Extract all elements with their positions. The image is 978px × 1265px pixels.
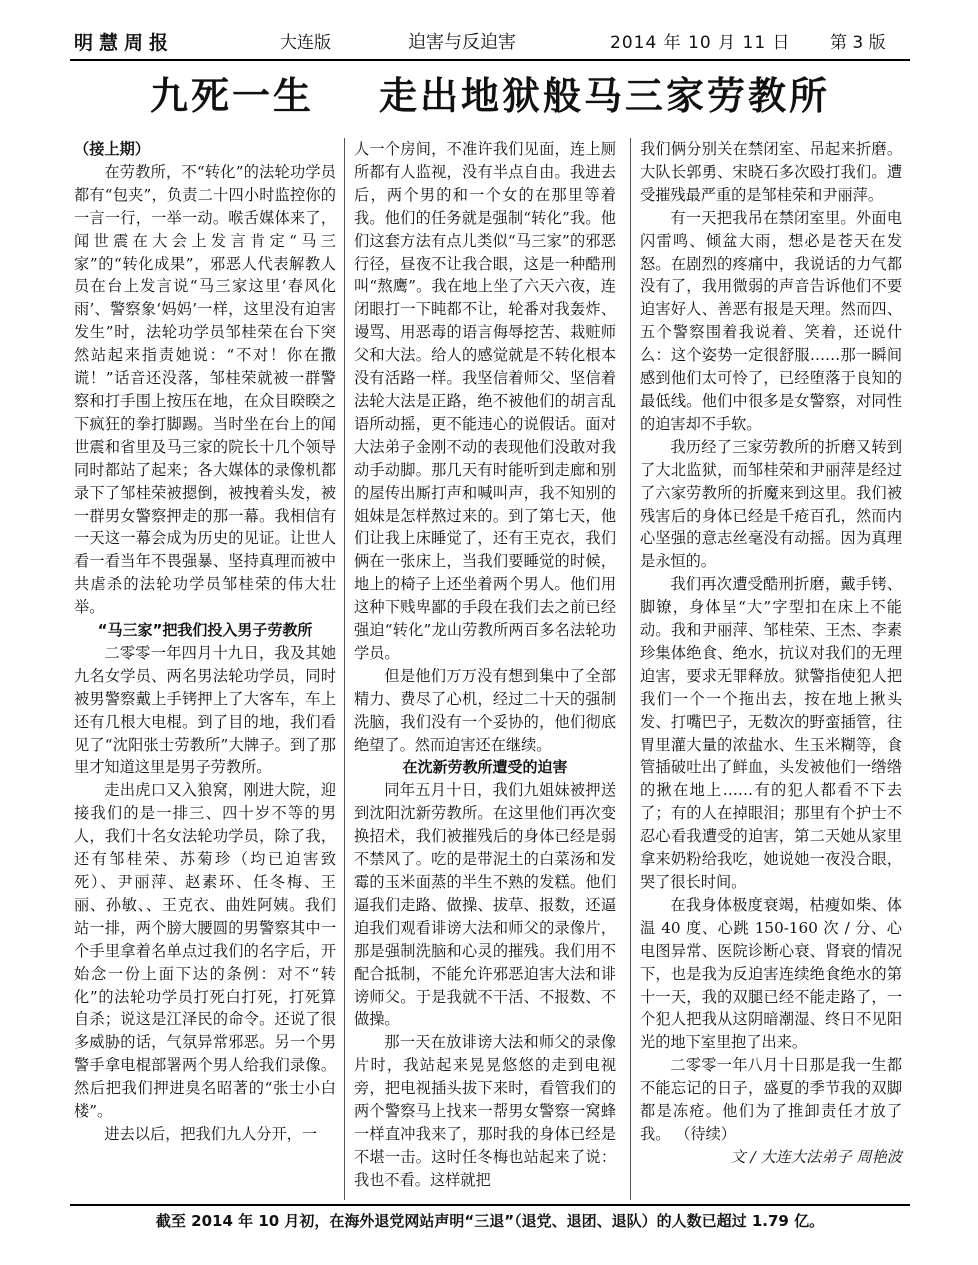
- paragraph: 二零零一年四月十九日，我及其她九名女学员、两名男法轮功学员，同时被男警察戴上手铐押上了大客车，车上还有几根大电棍。到了目的地，我们看见了“沈阳张士劳教所”大牌子。到了那里才知道这里是男子劳教所。: [74, 643, 336, 777]
- footer-divider: [70, 1204, 910, 1206]
- article-column-3: [640, 138, 902, 1169]
- paragraph: 我们俩分别关在禁闭室、吊起来折磨。大队长郭勇、宋晓石多次殴打我们。遭受摧残最严重的是邹桂荣和尹丽萍。: [640, 140, 902, 204]
- edition-label: 大连版: [280, 33, 331, 53]
- article-column-2: [354, 138, 616, 1192]
- article-column-1: [74, 138, 336, 1146]
- subheading: “马三家”把我们投入男子劳教所: [97, 621, 313, 640]
- section-label: 迫害与反迫害: [408, 32, 516, 53]
- footer-notice: 截至 2014 年 10 月初，在海外退党网站声明“三退”（退党、退团、退队）的人数已超过 1.79 亿。: [155, 1212, 825, 1230]
- paragraph: 人一个房间，不准许我们见面，连上厕所都有人监视，没有半点自由。我进去后，两个男的和一个女的在那里等着我。他们的任务就是强制“转化”我。他们这套方法有点儿类似“马三家”的邪恶行径，昼夜不让我合眼，这是一种酷刑叫“熬鹰”。我在地上坐了六天六夜，连闭眼打一下盹都不让，轮番对我轰炸、谩骂、用恶毒的语言侮辱挖苦、栽赃师父和大法。给人的感觉就是不转化根本没有活路一样。我坚信着师父、坚信着法轮大法是正路，绝不被他们的胡言乱语所动摇，更不能违心的说假话。面对大法弟子金刚不动的表现他们没敢对我动手动脚。那几天有时能听到走廊和别的屋传出厮打声和喊叫声，我不知别的姐妹是怎样熬过来的。到了第七天，他们让我上床睡觉了，还有王克衣，我们俩在一张床上，当我们要睡觉的时候，地上的椅子上还坐着两个男人。他们用这种下贱卑鄙的手段在我们去之前已经强迫“转化”龙山劳教所两百多名法轮功学员。: [354, 140, 616, 662]
- paragraph: 我历经了三家劳教所的折磨又转到了大北监狱，而邹桂荣和尹丽萍是经过了六家劳教所的折魔来到这里。我们被残害后的身体已经是千疮百孔，然而内心坚强的意志丝毫没有动摇。因为真理是永恒的。: [640, 437, 902, 571]
- paragraph: 我们再次遭受酷刑折磨，戴手铐、脚镣，身体呈“大”字型扣在床上不能动。我和尹丽萍、邹桂荣、王杰、李素珍集体绝食、绝水，抗议对我们的无理迫害，要求无罪释放。狱警指使犯人把我们一个一个拖出去，按在地上揪头发、打嘴巴子，无数次的野蛮插管，往胃里灌大量的浓盐水、生玉米糊等，食管插破吐出了鲜血，头发被他们一绺绺的揪在地上……有的犯人都看不下去了；有的人在掉眼泪；那里有个护士不忍心看我遭受的迫害，第二天她从家里拿来奶粉给我吃，她说她一夜没合眼，哭了很长时间。: [640, 575, 902, 891]
- column-divider-1: [344, 138, 345, 1200]
- headline: 九死一生 走出地狱般马三家劳教所: [150, 73, 830, 118]
- continued-label: （接上期）: [74, 140, 150, 158]
- newspaper-name: 明慧周报: [74, 32, 175, 54]
- paragraph: 有一天把我吊在禁闭室里。外面电闪雷鸣、倾盆大雨，想必是苍天在发怒。在剧烈的疼痛中，我说话的力气都没有了，我用微弱的声音告诉他们不要迫害好人、善恶有报是天理。然而四、五个警察围着我说着、笑着，还说什么：这个姿势一定很舒服……那一瞬间感到他们太可怜了，已经堕落于良知的最低线。他们中很多是女警察，对同性的迫害却不手软。: [640, 208, 902, 433]
- issue-date: 2014 年 10 月 11 日: [610, 33, 791, 53]
- paragraph: 那一天在放诽谤大法和师父的录像片时，我站起来晃晃悠悠的走到电视旁，把电视插头拔下来时，看管我们的两个警察马上找来一帮男女警察一窝蜂一样直冲我来了，那时我的身体已经是不堪一击。这时任冬梅也站起来了说：我也不看。这样就把: [354, 1033, 616, 1189]
- masthead-divider: [70, 59, 910, 61]
- masthead: [70, 30, 910, 56]
- paragraph: 在我身体极度衰竭，枯瘦如柴、体温 40 度、心跳 150-160 次 / 分、心电图异常、医院诊断心衰、肾衰的情况下，也是我为反迫害连续绝食绝水的第十一天，我的双腿已经不能走路了，一个犯人把我从这阴暗潮湿、终日不见阳光的地下室里抱了出来。: [640, 895, 902, 1052]
- paragraph: 但是他们万万没有想到集中了全部精力、费尽了心机，经过二十天的强制洗脑，我们没有一个妥协的，他们彻底绝望了。然而迫害还在继续。: [354, 666, 616, 754]
- page-number: 第 3 版: [830, 33, 886, 53]
- column-divider-2: [630, 138, 631, 1200]
- author-byline: 文 / 大连大法弟子 周艳波: [730, 1147, 902, 1166]
- paragraph: 走出虎口又入狼窝，刚进大院，迎接我们的是一排三、四十岁不等的男人，我们十名女法轮功学员，除了我，还有邹桂荣、苏菊珍（均已迫害致死）、尹丽萍、赵素环、任冬梅、王丽、孙敏、、王克衣、曲姓阿姨。我们站一排，两个膀大腰圆的男警察其中一个手里拿着名单点过我们的名字后，开始念一份上面下达的条例：对不“转化”的法轮功学员打死白打死，打死算自杀；说这是江泽民的命令。还说了很多威胁的话，气氛异常邪恶。另一个男警手拿电棍部署两个男人给我们录像。然后把我们押进臭名昭著的“张士小白楼”。: [74, 781, 336, 1121]
- subheading: 在沈新劳教所遭受的迫害: [402, 758, 568, 777]
- paragraph: 二零零一年八月十日那是我一生都不能忘记的日子，盛夏的季节我的双脚都是冻疮。他们为了推卸责任才放了我。 （待续）: [640, 1056, 902, 1143]
- paragraph: 同年五月十日，我们九姐妹被押送到沈阳沈新劳教所。在这里他们再次变换招术，我们被摧残后的身体已经是弱不禁风了。吃的是带泥土的白菜汤和发霉的玉米面蒸的半生不熟的发糕。他们逼我们走路、做操、拔草、报数，还逼迫我们观看诽谤大法和师父的录像片，那是强制洗脑和心灵的摧残。我们用不配合抵制，不能允许邪恶迫害大法和诽谤师父。于是我就不干活、不报数、不做操。: [354, 781, 616, 1029]
- paragraph: 在劳教所，不“转化”的法轮功学员都有“包夹”，负责二十四小时监控你的一言一行，一举一动。喉舌媒体来了，闻世震在大会上发言肯定“马三家”的“转化成果”，邪恶人代表解教人员在台上发言说“马三家这里‘春风化雨’、警察象‘妈妈’一样，这里没有迫害发生”时，法轮功学员邹桂荣在台下突然站起来指责她说：“不对！你在撒谎！”话音还没落，邹桂荣就被一群警察和打手围上按压在地，在众目睽睽之下疯狂的拳打脚踢。当时坐在台上的闻世震和省里及马三家的院长十几个领导同时都站了起来；各大媒体的录像机都录下了邹桂荣被摁倒，被拽着头发，被一群男女警察押走的那一幕。我相信有一天这一幕会成为历史的见证。让世人看一看当年不畏强暴、坚持真理而被中共虐杀的法轮功学员邹桂荣的伟大壮举。: [74, 162, 336, 617]
- paragraph: 进去以后，把我们九人分开，一: [104, 1124, 318, 1143]
